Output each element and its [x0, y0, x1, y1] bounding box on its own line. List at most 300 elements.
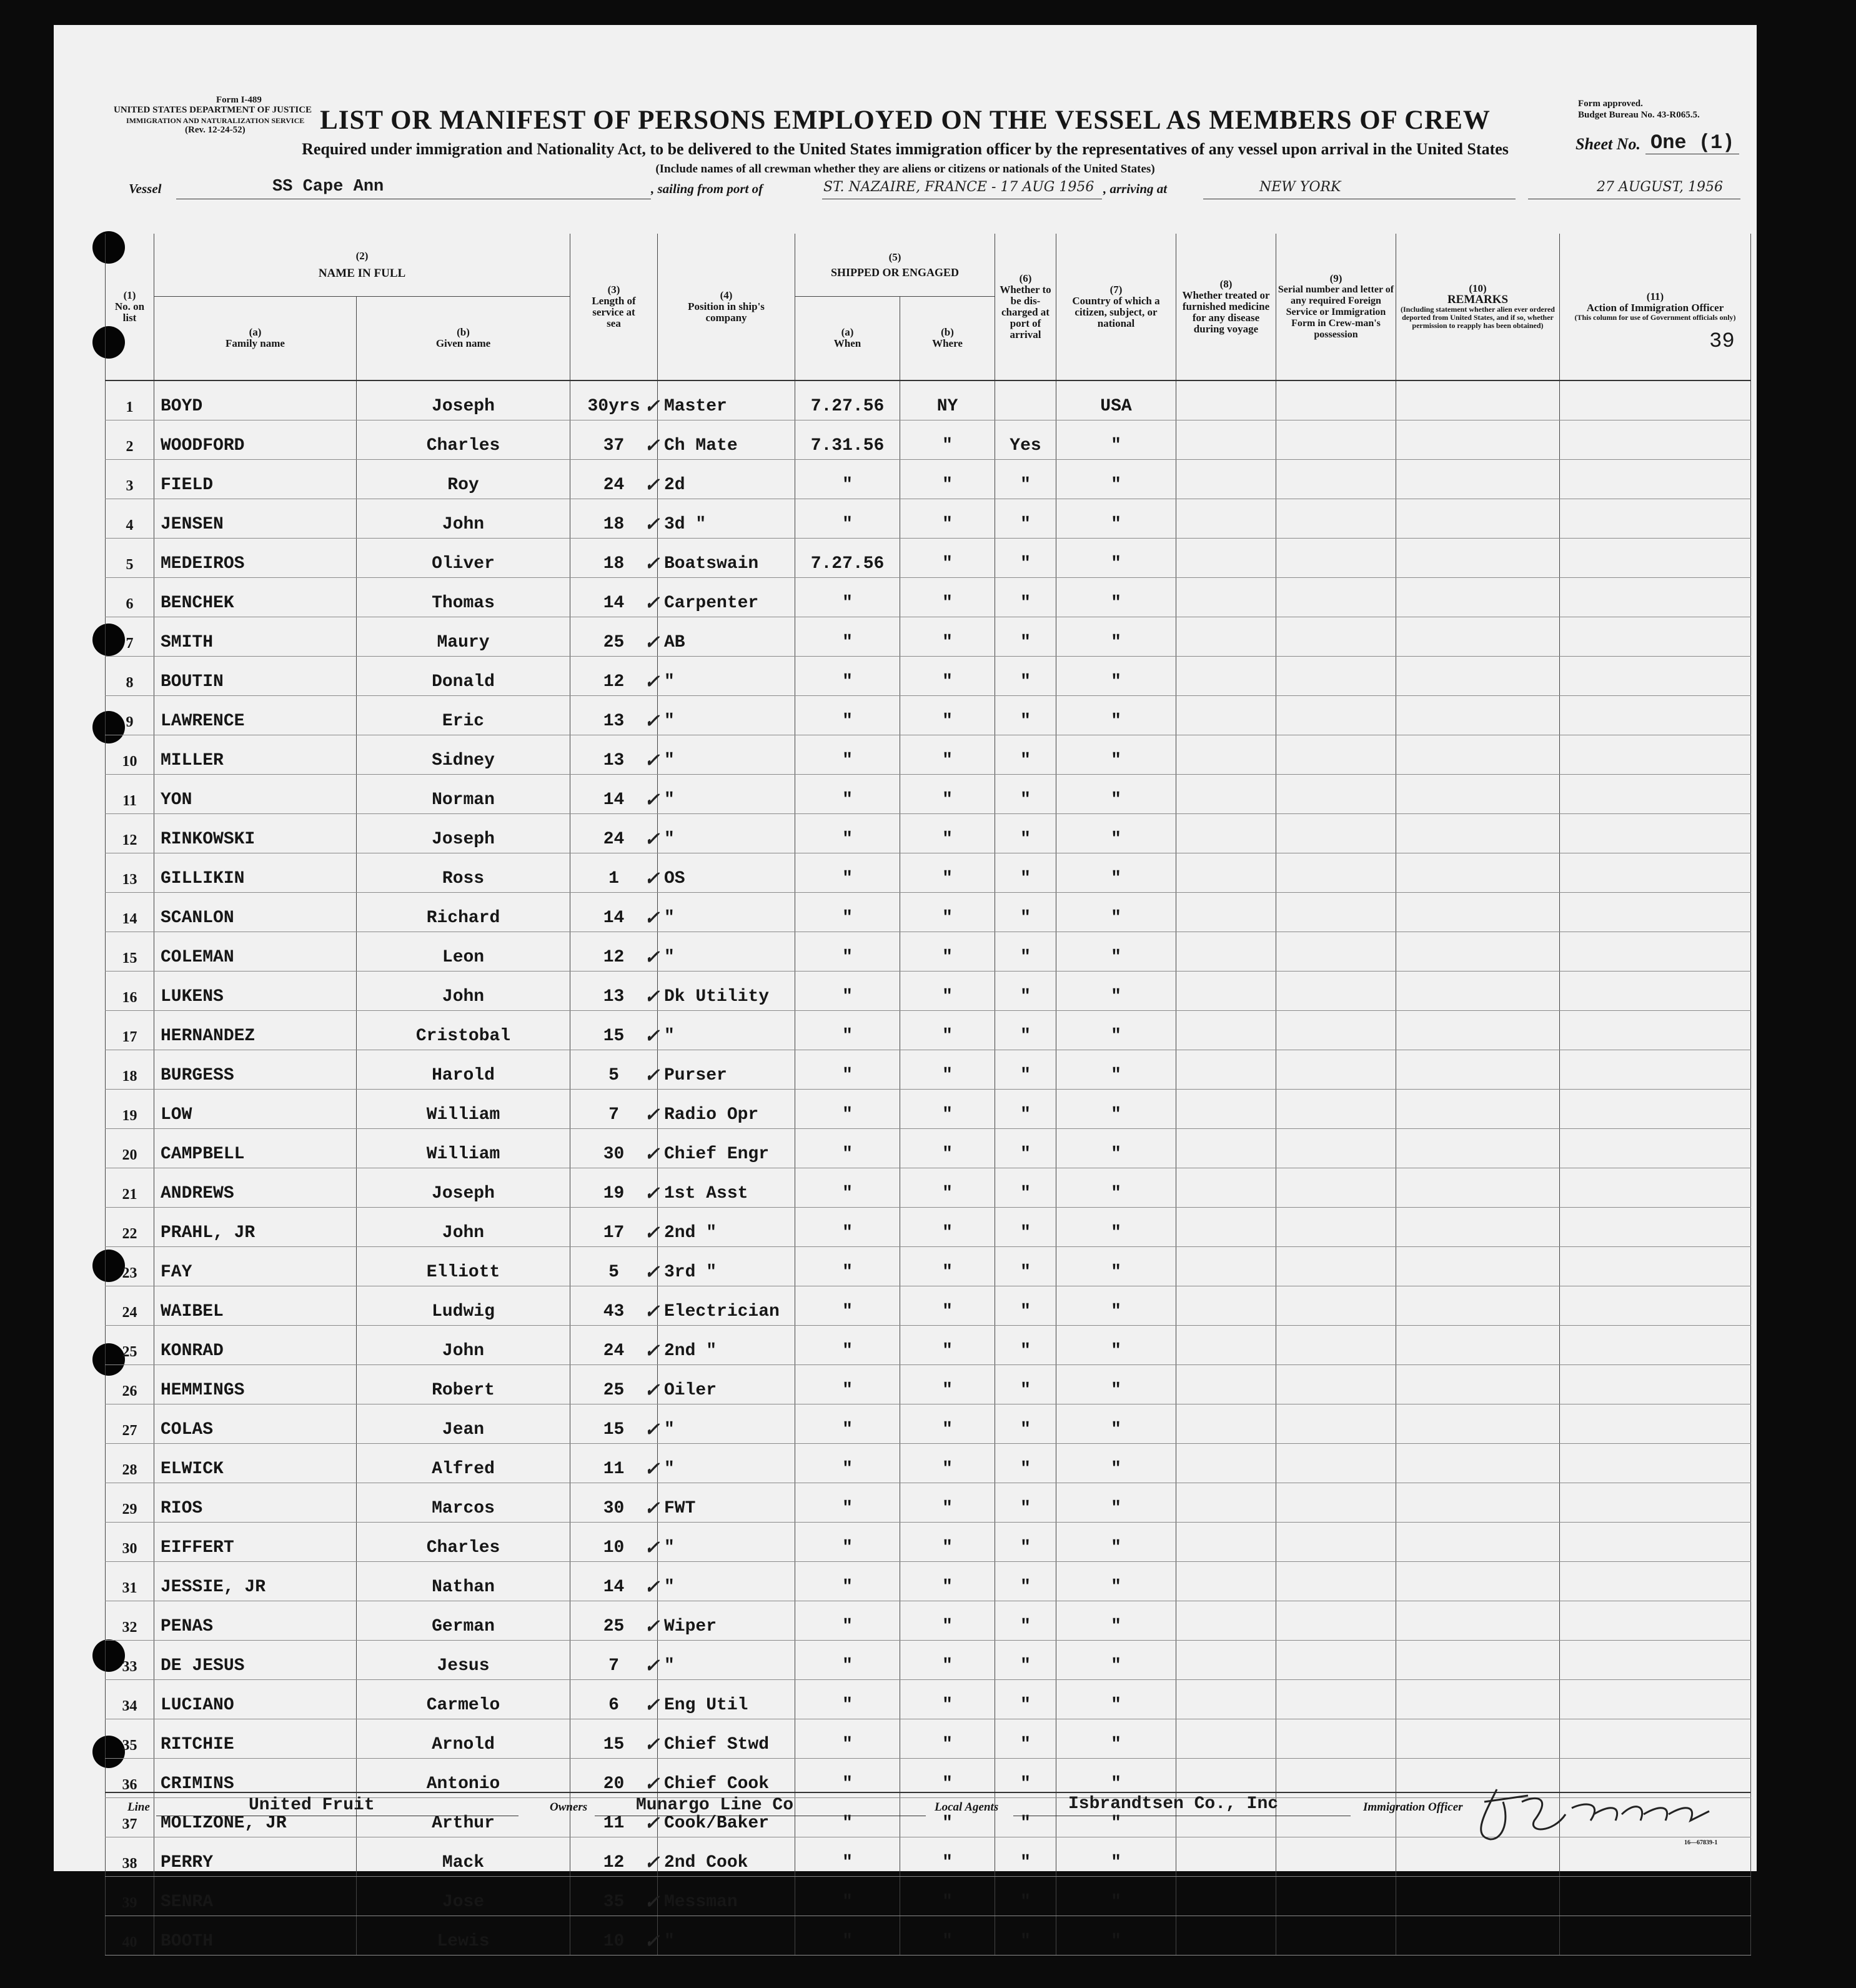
medicine	[1176, 656, 1276, 695]
col-header-shipped: (5) SHIPPED OR ENGAGED	[795, 234, 995, 297]
shipped-where: "	[900, 1522, 995, 1561]
given-name: Jose	[357, 1876, 570, 1916]
medicine	[1176, 1876, 1276, 1916]
row-number: 29	[106, 1483, 154, 1522]
medicine	[1176, 1010, 1276, 1050]
arrival-date: 27 AUGUST, 1956	[1597, 179, 1724, 195]
family-name: FIELD	[154, 459, 357, 499]
row-number: 17	[106, 1010, 154, 1050]
immigration-action	[1560, 1128, 1751, 1168]
immigration-action	[1560, 1443, 1751, 1483]
country: "	[1056, 1679, 1176, 1719]
agents-value: Isbrandtsen Co., Inc	[1068, 1794, 1279, 1814]
serial-number	[1276, 1325, 1396, 1364]
immigration-action	[1560, 1876, 1751, 1916]
shipped-where: "	[900, 892, 995, 932]
shipped-where: "	[900, 1404, 995, 1443]
serial-number	[1276, 420, 1396, 459]
shipped-when: "	[795, 1207, 900, 1246]
length-of-service: 35	[570, 1876, 658, 1916]
remarks	[1396, 932, 1560, 971]
remarks	[1396, 499, 1560, 538]
position: Chief Engr ✓	[658, 1128, 795, 1168]
given-name: Sidney	[357, 735, 570, 774]
shipped-where: "	[900, 577, 995, 617]
shipped-where: "	[900, 1128, 995, 1168]
immigration-action	[1560, 813, 1751, 853]
length-of-service: 6	[570, 1679, 658, 1719]
to-be-discharged: "	[995, 1719, 1056, 1758]
immigration-action	[1560, 695, 1751, 735]
medicine	[1176, 1286, 1276, 1325]
immigration-action	[1560, 1522, 1751, 1561]
length-of-service: 20	[570, 1758, 658, 1797]
shipped-where: "	[900, 1207, 995, 1246]
to-be-discharged: "	[995, 1168, 1056, 1207]
given-name: Robert	[357, 1364, 570, 1404]
position: " ✓	[658, 813, 795, 853]
medicine	[1176, 1719, 1276, 1758]
serial-number	[1276, 1128, 1396, 1168]
length-of-service: 25	[570, 1364, 658, 1404]
family-name: SMITH	[154, 617, 357, 656]
check-mark-icon: ✓	[644, 1418, 660, 1441]
shipped-where: "	[900, 813, 995, 853]
check-mark-icon: ✓	[644, 985, 660, 1008]
given-name: Charles	[357, 420, 570, 459]
length-of-service: 12	[570, 656, 658, 695]
family-name: ELWICK	[154, 1443, 357, 1483]
given-name: Maury	[357, 617, 570, 656]
serial-number	[1276, 1207, 1396, 1246]
row-number: 4	[106, 499, 154, 538]
shipped-when: "	[795, 1404, 900, 1443]
table-row	[106, 617, 1751, 656]
immigration-action	[1560, 1168, 1751, 1207]
position: " ✓	[658, 1640, 795, 1679]
family-name: LAWRENCE	[154, 695, 357, 735]
manifest-sheet	[54, 25, 1757, 1952]
to-be-discharged: "	[995, 695, 1056, 735]
serial-number	[1276, 735, 1396, 774]
row-number: 16	[106, 971, 154, 1010]
table-row	[106, 538, 1751, 577]
family-name: BOYD	[154, 380, 357, 420]
shipped-when: "	[795, 1876, 900, 1916]
to-be-discharged: "	[995, 1601, 1056, 1640]
medicine	[1176, 538, 1276, 577]
immigration-action	[1560, 735, 1751, 774]
given-name: Roy	[357, 459, 570, 499]
length-of-service: 19	[570, 1168, 658, 1207]
length-of-service: 30yrs	[570, 380, 658, 420]
table-row	[106, 1443, 1751, 1483]
family-name: WOODFORD	[154, 420, 357, 459]
country: "	[1056, 1325, 1176, 1364]
country: "	[1056, 499, 1176, 538]
crew-table	[105, 234, 1751, 1956]
row-number: 6	[106, 577, 154, 617]
given-name: Marcos	[357, 1483, 570, 1522]
medicine	[1176, 1837, 1276, 1876]
remarks	[1396, 1168, 1560, 1207]
length-of-service: 7	[570, 1640, 658, 1679]
remarks	[1396, 1246, 1560, 1286]
position: Oiler ✓	[658, 1364, 795, 1404]
serial-number	[1276, 932, 1396, 971]
family-name: LUKENS	[154, 971, 357, 1010]
shipped-when: "	[795, 1325, 900, 1364]
serial-number	[1276, 1522, 1396, 1561]
family-name: KONRAD	[154, 1325, 357, 1364]
shipped-when: "	[795, 1128, 900, 1168]
row-number: 37	[106, 1797, 154, 1837]
position: " ✓	[658, 656, 795, 695]
row-number: 32	[106, 1601, 154, 1640]
family-name: MEDEIROS	[154, 538, 357, 577]
given-name: Jesus	[357, 1640, 570, 1679]
sheet-label: Sheet No.	[1576, 135, 1640, 153]
check-mark-icon: ✓	[644, 1182, 660, 1205]
given-name: John	[357, 1207, 570, 1246]
remarks	[1396, 1128, 1560, 1168]
country: "	[1056, 971, 1176, 1010]
length-of-service: 13	[570, 971, 658, 1010]
col-header-given: (b) Given name	[357, 297, 570, 380]
to-be-discharged: "	[995, 813, 1056, 853]
length-of-service: 5	[570, 1246, 658, 1286]
shipped-where: "	[900, 735, 995, 774]
given-name: Joseph	[357, 1168, 570, 1207]
col-header-when: (a) When	[795, 297, 900, 380]
family-name: EIFFERT	[154, 1522, 357, 1561]
family-name: FAY	[154, 1246, 357, 1286]
family-name: RITCHIE	[154, 1719, 357, 1758]
row-number: 8	[106, 656, 154, 695]
serial-number	[1276, 1876, 1396, 1916]
department: UNITED STATES DEPARTMENT OF JUSTICE	[114, 105, 312, 115]
serial-number	[1276, 617, 1396, 656]
remarks	[1396, 1640, 1560, 1679]
to-be-discharged: "	[995, 656, 1056, 695]
family-name: CRIMINS	[154, 1758, 357, 1797]
medicine	[1176, 1483, 1276, 1522]
shipped-where: "	[900, 617, 995, 656]
medicine	[1176, 420, 1276, 459]
family-name: SENRA	[154, 1876, 357, 1916]
length-of-service: 15	[570, 1010, 658, 1050]
shipped-where: "	[900, 656, 995, 695]
shipped-when: "	[795, 1483, 900, 1522]
position: Messman ✓	[658, 1876, 795, 1916]
page-subtitle: Required under immigration and Nationality Act, to be delivered to the United States immigration officer by the representatives of any vessel upon arrival in the United States	[302, 140, 1509, 158]
given-name: Nathan	[357, 1561, 570, 1601]
serial-number	[1276, 1010, 1396, 1050]
serial-number	[1276, 1089, 1396, 1128]
row-number: 30	[106, 1522, 154, 1561]
table-row	[106, 420, 1751, 459]
check-mark-icon: ✓	[644, 1025, 660, 1047]
position: " ✓	[658, 1561, 795, 1601]
remarks	[1396, 892, 1560, 932]
shipped-when: 7.31.56	[795, 420, 900, 459]
shipped-when: "	[795, 774, 900, 813]
row-number: 7	[106, 617, 154, 656]
form-number: Form I-489	[216, 95, 262, 105]
table-row	[106, 1876, 1751, 1916]
medicine	[1176, 1050, 1276, 1089]
check-mark-icon: ✓	[644, 1772, 660, 1795]
family-name: BOUTIN	[154, 656, 357, 695]
country: "	[1056, 1640, 1176, 1679]
country: USA	[1056, 380, 1176, 420]
to-be-discharged: "	[995, 1128, 1056, 1168]
shipped-when: "	[795, 695, 900, 735]
shipped-when: "	[795, 577, 900, 617]
family-name: JENSEN	[154, 499, 357, 538]
position: Chief Cook ✓	[658, 1758, 795, 1797]
given-name: Lewis	[357, 1916, 570, 1955]
country: "	[1056, 1286, 1176, 1325]
shipped-when: "	[795, 735, 900, 774]
shipped-when: "	[795, 853, 900, 892]
table-row	[106, 932, 1751, 971]
remarks	[1396, 1876, 1560, 1916]
given-name: Arthur	[357, 1797, 570, 1837]
length-of-service: 11	[570, 1443, 658, 1483]
arriving-at: NEW YORK	[1259, 179, 1341, 195]
position: " ✓	[658, 735, 795, 774]
medicine	[1176, 1916, 1276, 1955]
immigration-action	[1560, 1050, 1751, 1089]
check-mark-icon: ✓	[644, 1064, 660, 1086]
row-number: 26	[106, 1364, 154, 1404]
shipped-where: "	[900, 1797, 995, 1837]
check-mark-icon: ✓	[644, 1615, 660, 1638]
col-header-where: (b) Where	[900, 297, 995, 380]
to-be-discharged: "	[995, 1758, 1056, 1797]
check-mark-icon: ✓	[644, 710, 660, 732]
country: "	[1056, 932, 1176, 971]
position: 2d ✓	[658, 459, 795, 499]
table-row	[106, 1719, 1751, 1758]
to-be-discharged: "	[995, 499, 1056, 538]
shipped-when: "	[795, 617, 900, 656]
country: "	[1056, 1719, 1176, 1758]
serial-number	[1276, 538, 1396, 577]
table-row	[106, 1601, 1751, 1640]
given-name: Ross	[357, 853, 570, 892]
medicine	[1176, 971, 1276, 1010]
shipped-where: "	[900, 1483, 995, 1522]
length-of-service: 14	[570, 1561, 658, 1601]
given-name: Oliver	[357, 538, 570, 577]
row-number: 40	[106, 1916, 154, 1955]
shipped-when: 7.27.56	[795, 538, 900, 577]
position: FWT ✓	[658, 1483, 795, 1522]
serial-number	[1276, 1246, 1396, 1286]
remarks	[1396, 1207, 1560, 1246]
table-row	[106, 1010, 1751, 1050]
shipped-where: "	[900, 1010, 995, 1050]
check-mark-icon: ✓	[644, 1143, 660, 1165]
immigration-action	[1560, 774, 1751, 813]
length-of-service: 10	[570, 1522, 658, 1561]
family-name: PRAHL, JR	[154, 1207, 357, 1246]
to-be-discharged: "	[995, 1404, 1056, 1443]
table-row	[106, 656, 1751, 695]
shipped-when: "	[795, 1601, 900, 1640]
shipped-where: "	[900, 1601, 995, 1640]
remarks	[1396, 538, 1560, 577]
immigration-action	[1560, 1679, 1751, 1719]
shipped-when: "	[795, 1050, 900, 1089]
country: "	[1056, 459, 1176, 499]
shipped-when: "	[795, 971, 900, 1010]
immigration-action	[1560, 1207, 1751, 1246]
remarks	[1396, 617, 1560, 656]
to-be-discharged: "	[995, 1797, 1056, 1837]
to-be-discharged: "	[995, 1010, 1056, 1050]
table-row	[106, 1128, 1751, 1168]
remarks	[1396, 853, 1560, 892]
immigration-action	[1560, 1601, 1751, 1640]
shipped-where: "	[900, 1246, 995, 1286]
col-header-service: (3) Length of service at sea	[570, 234, 658, 380]
family-name: RIOS	[154, 1483, 357, 1522]
medicine	[1176, 932, 1276, 971]
row-number: 39	[106, 1876, 154, 1916]
position: Cook/Baker ✓	[658, 1797, 795, 1837]
serial-number	[1276, 1640, 1396, 1679]
shipped-where: "	[900, 1719, 995, 1758]
family-name: LOW	[154, 1089, 357, 1128]
table-row	[106, 1050, 1751, 1089]
shipped-where: "	[900, 695, 995, 735]
row-number: 12	[106, 813, 154, 853]
family-name: COLEMAN	[154, 932, 357, 971]
given-name: German	[357, 1601, 570, 1640]
country: "	[1056, 656, 1176, 695]
col-header-medicine: (8) Whether treated or furnished medicine for any disease during voyage	[1176, 234, 1276, 380]
given-name: John	[357, 499, 570, 538]
medicine	[1176, 499, 1276, 538]
length-of-service: 43	[570, 1286, 658, 1325]
position: " ✓	[658, 1010, 795, 1050]
family-name: WAIBEL	[154, 1286, 357, 1325]
to-be-discharged: "	[995, 538, 1056, 577]
table-row	[106, 813, 1751, 853]
check-mark-icon: ✓	[644, 1851, 660, 1874]
col-header-discharged: (6) Whether to be dis-charged at port of arrival	[995, 234, 1056, 380]
shipped-when: "	[795, 459, 900, 499]
position: " ✓	[658, 1443, 795, 1483]
position: 2nd " ✓	[658, 1207, 795, 1246]
country: "	[1056, 1246, 1176, 1286]
shipped-where: "	[900, 1679, 995, 1719]
family-name: HEMMINGS	[154, 1364, 357, 1404]
family-name: CAMPBELL	[154, 1128, 357, 1168]
given-name: William	[357, 1128, 570, 1168]
table-row	[106, 1640, 1751, 1679]
shipped-when: "	[795, 1837, 900, 1876]
medicine	[1176, 1364, 1276, 1404]
length-of-service: 13	[570, 695, 658, 735]
officer-count: 39	[1709, 330, 1735, 354]
country: "	[1056, 617, 1176, 656]
serial-number	[1276, 577, 1396, 617]
serial-number	[1276, 1168, 1396, 1207]
medicine	[1176, 1246, 1276, 1286]
row-number: 28	[106, 1443, 154, 1483]
shipped-when: "	[795, 1010, 900, 1050]
table-row	[106, 1325, 1751, 1364]
family-name: GILLIKIN	[154, 853, 357, 892]
check-mark-icon: ✓	[644, 1694, 660, 1716]
length-of-service: 10	[570, 1916, 658, 1955]
given-name: Harold	[357, 1050, 570, 1089]
immigration-action	[1560, 577, 1751, 617]
table-row	[106, 1522, 1751, 1561]
col-header-country: (7) Country of which a citizen, subject, or national	[1056, 234, 1176, 380]
position: Carpenter ✓	[658, 577, 795, 617]
row-number: 13	[106, 853, 154, 892]
family-name: LUCIANO	[154, 1679, 357, 1719]
given-name: Mack	[357, 1837, 570, 1876]
shipped-when: "	[795, 1679, 900, 1719]
given-name: William	[357, 1089, 570, 1128]
check-mark-icon: ✓	[644, 1930, 660, 1952]
immigration-action	[1560, 1483, 1751, 1522]
immigration-action	[1560, 1561, 1751, 1601]
country: "	[1056, 1916, 1176, 1955]
position: Radio Opr ✓	[658, 1089, 795, 1128]
to-be-discharged	[995, 380, 1056, 420]
to-be-discharged: "	[995, 1522, 1056, 1561]
position: OS ✓	[658, 853, 795, 892]
immigration-action	[1560, 1719, 1751, 1758]
table-row	[106, 971, 1751, 1010]
country: "	[1056, 1837, 1176, 1876]
immigration-action	[1560, 1404, 1751, 1443]
length-of-service: 30	[570, 1483, 658, 1522]
given-name: Jean	[357, 1404, 570, 1443]
immigration-action	[1560, 971, 1751, 1010]
given-name: Elliott	[357, 1246, 570, 1286]
medicine	[1176, 892, 1276, 932]
remarks	[1396, 656, 1560, 695]
country: "	[1056, 853, 1176, 892]
medicine	[1176, 1679, 1276, 1719]
serial-number	[1276, 695, 1396, 735]
country: "	[1056, 735, 1176, 774]
table-row	[106, 1916, 1751, 1955]
row-number: 33	[106, 1640, 154, 1679]
country: "	[1056, 538, 1176, 577]
row-number: 1	[106, 380, 154, 420]
to-be-discharged: "	[995, 932, 1056, 971]
country: "	[1056, 1207, 1176, 1246]
check-mark-icon: ✓	[644, 1221, 660, 1244]
table-row	[106, 1207, 1751, 1246]
row-number: 25	[106, 1325, 154, 1364]
immigration-action	[1560, 932, 1751, 971]
medicine	[1176, 813, 1276, 853]
position: " ✓	[658, 932, 795, 971]
row-number: 31	[106, 1561, 154, 1601]
length-of-service: 7	[570, 1089, 658, 1128]
medicine	[1176, 1207, 1276, 1246]
